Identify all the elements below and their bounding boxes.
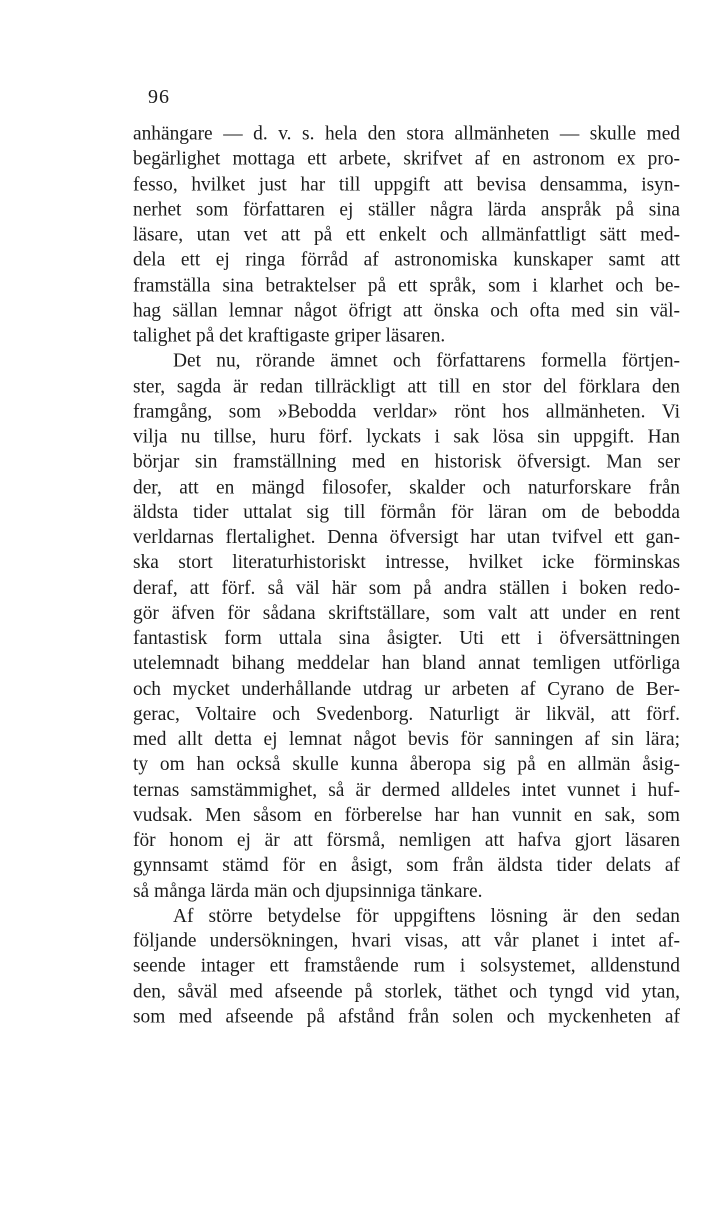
- text-line: Af större betydelse för uppgiftens lösning är den sedan: [173, 904, 680, 927]
- text-line: den, såväl med afseende på storlek, täthet och tyngd vid ytan,: [133, 980, 680, 1003]
- text-line: gerac, Voltaire och Svedenborg. Naturligt är likväl, att förf.: [133, 703, 680, 725]
- text-line: som med afseende på afstånd från solen och myckenheten af: [133, 1005, 680, 1028]
- text-line: nerhet som författaren ej ställer några lärda anspråk på sina: [133, 198, 680, 221]
- text-line: fesso, hvilket just har till uppgift att bevisa densamma, isyn-: [133, 173, 680, 196]
- text-line: seende intager ett framstående rum i solsystemet, alldenstund: [133, 955, 680, 978]
- text-line: talighet på det kraftigaste griper läsaren.: [133, 324, 446, 347]
- text-line: så många lärda män och djupsinniga tänkare.: [133, 879, 483, 902]
- text-line: framställa sina betraktelser på ett språk, som i klarhet och be-: [133, 274, 680, 297]
- page-number: 96: [148, 86, 170, 108]
- text-line: vudsak. Men såsom en förberelse har han vunnit en sak, som: [133, 803, 680, 826]
- text-line: begärlighet mottaga ett arbete, skrifvet af en astronom ex pro-: [133, 148, 680, 171]
- body-text: [133, 122, 680, 1030]
- text-line: utelemnadt bihang meddelar han bland annat temligen utförliga: [133, 652, 680, 675]
- text-line: följande undersökningen, hvari visas, att vår planet i intet af-: [133, 930, 680, 952]
- text-line: deraf, att förf. så väl här som på andra ställen i boken redo-: [133, 577, 680, 599]
- text-line: fantastisk form uttala sina åsigter. Uti ett i öfversättningen: [133, 627, 680, 650]
- text-line: Det nu, rörande ämnet och författarens formella förtjen-: [173, 350, 680, 372]
- text-line: äldsta tider uttalat sig till förmån för läran om de bebodda: [133, 501, 680, 524]
- text-line: och mycket underhållande utdrag ur arbeten af Cyrano de Ber-: [133, 677, 680, 700]
- text-line: vilja nu tillse, huru förf. lyckats i sak lösa sin uppgift. Han: [133, 425, 680, 448]
- text-line: anhängare — d. v. s. hela den stora allmänheten — skulle med: [133, 123, 680, 145]
- text-line: för honom ej är att försmå, nemligen att hafva gjort läsaren: [133, 829, 680, 852]
- text-line: ska stort literaturhistoriskt intresse, hvilket icke förminskas: [133, 551, 680, 574]
- text-line: der, att en mängd filosofer, skalder och naturforskare från: [133, 476, 680, 498]
- text-line: hag sällan lemnar något öfrigt att önska och ofta med sin väl-: [133, 299, 680, 322]
- text-line: med allt detta ej lemnat något bevis för sanningen af sin lära;: [133, 728, 680, 751]
- text-line: börjar sin framställning med en historisk öfversigt. Man ser: [133, 450, 680, 473]
- text-line: gynnsamt stämd för en åsigt, som från äldsta tider delats af: [133, 854, 680, 877]
- text-line: verldarnas flertalighet. Denna öfversigt har utan tvifvel ett gan-: [133, 526, 680, 549]
- text-line: gör äfven för sådana skriftställare, som valt att under en rent: [133, 602, 680, 625]
- text-line: ster, sagda är redan tillräckligt att till en stor del förklara den: [133, 375, 680, 398]
- text-line: framgång, som »Bebodda verldar» rönt hos allmänheten. Vi: [133, 400, 680, 423]
- text-line: läsare, utan vet att på ett enkelt och allmänfattligt sätt med-: [133, 223, 680, 246]
- text-line: ty om han också skulle kunna åberopa sig på en allmän åsig-: [133, 753, 680, 776]
- text-line: dela ett ej ringa förråd af astronomiska kunskaper samt att: [133, 249, 680, 271]
- text-line: ternas samstämmighet, så är dermed alldeles intet vunnet i huf-: [133, 778, 680, 801]
